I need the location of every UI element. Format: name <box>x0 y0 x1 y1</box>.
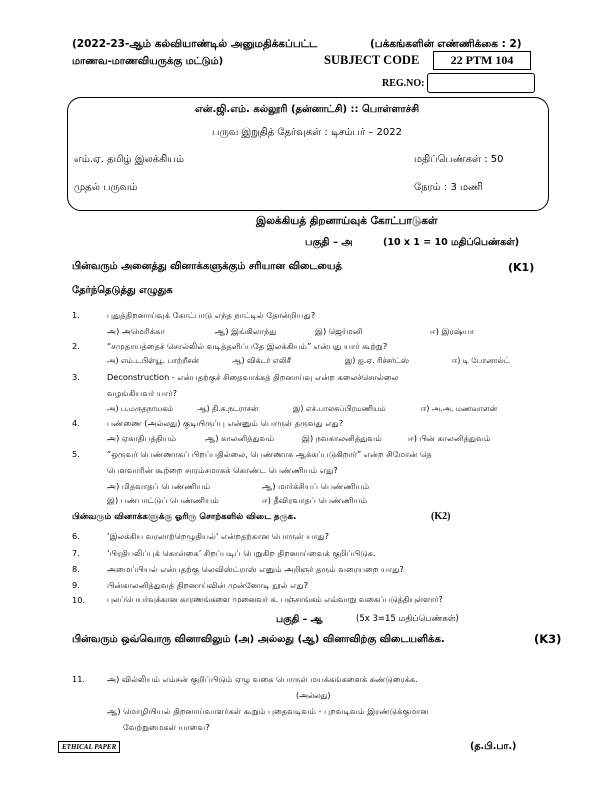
part-b-marks: (5x 3=15 மதிப்பெண்கள்) <box>356 614 459 624</box>
part-b-level: (K3) <box>534 632 562 646</box>
question-text: பின்காலனித்துவத் திறனாய்வின் முன்னோடி நூல் எது? <box>107 580 309 590</box>
question-number: 11. <box>72 674 86 684</box>
question-text: புலப்பெயர்வுக்கான காரணங்களை முனைவர் க. பஞ்சாங்கம் எவ்வாறு வகைப்படுத்தியுள்ளார்? <box>107 595 443 604</box>
reg-no-box[interactable] <box>427 73 535 93</box>
option-a: அ) ப.மருதநாயகம் <box>107 404 174 413</box>
college-name: என்.ஜி.எம். கல்லூரி (தன்னாட்சி) :: பொள்ளாச்சி <box>194 104 420 115</box>
question-number: 6. <box>72 531 80 541</box>
option-d: ஈ) டி போனால்ட் <box>452 356 510 365</box>
option-c: இ) ஜெர்மனி <box>315 326 363 336</box>
question-text: அமைப்பியல் என்பதற்கு லெவிஸ்ட்ராஸ் எனும் அறிஞர் தரும் வரையறை யாது? <box>107 564 404 574</box>
option-a: அ) மிதவாதப் பெண்ணியம் <box>107 481 211 491</box>
option-b: ஆ) காலனித்துவம் <box>205 433 275 443</box>
question-text: ‘பிரதிபலிப்புக் கொள்கை’ சிறப்படிப் பெறுகிற திறனாய்வைக் குறிப்பிடுக. <box>107 548 376 558</box>
question-text-cont: பௌவாரின் கூற்றை சாரம்சமாகக் கொண்ட பெண்ணியம் எது? <box>107 465 338 475</box>
option-a: அ) எம்.டபிள்யூ. பாற்றீசன் <box>107 356 199 365</box>
question-11b: ஆ) மொழியியல் திறனாய்வாளர்கள் கூறும் புதைவடிவம் - புறவடிவம் இரண்டுக்குமான <box>107 706 429 716</box>
option-c: இ) பண்பாட்டுப் பெண்ணியம் <box>107 495 219 505</box>
option-c: இ) நவகாலனித்துவம் <box>302 433 382 443</box>
please-turn-over: (த.பி.பா.) <box>470 741 517 752</box>
question-number: 9. <box>72 580 80 590</box>
option-c: இ) ஐ.ஏ. ரிச்சர்ட்ஸ் <box>345 356 410 365</box>
part-a-instruction-2: தேர்ந்தெடுத்து எழுதுக <box>72 285 173 296</box>
option-b: ஆ) மார்க்சியப் பெண்ணியம் <box>262 481 370 491</box>
question-text: பண்ணை (அல்லது) குடியிருப்பு என்னும் பொருள் தருவது எது? <box>107 418 344 428</box>
question-text: ‘இலக்கிய வரலாற்றெழுதியல்’ என்றதற்கான பொருள் யாது? <box>107 531 329 541</box>
ethical-paper-badge: ETHICAL PAPER <box>58 741 120 753</box>
option-c: இ) எச்.பாலசுப்பிரமணியம் <box>293 404 386 413</box>
reg-no-label: REG.NO: <box>382 78 425 89</box>
question-number: 7. <box>72 548 80 558</box>
question-11a: அ) வில்லியம் எம்சன் குறிப்பிடும் ஏழு வகை பொருள் மயக்கங்களைக் கண்டுரைக்க. <box>107 674 418 684</box>
question-text-cont: வழங்கியவர் யார்? <box>107 388 177 398</box>
option-d: ஈ) தீவிரவாதப் பெண்ணியம் <box>262 495 368 505</box>
question-number: 1. <box>72 310 80 320</box>
subject-code-box: 22 PTM 104 <box>433 51 531 70</box>
question-number: 5. <box>72 449 80 459</box>
option-b: ஆ) இங்கிலாந்து <box>215 326 277 336</box>
page-count: (பக்கங்களின் எண்ணிக்கை : 2) <box>370 38 522 50</box>
part-a-level: (K1) <box>508 261 535 274</box>
or-separator: (அல்லது) <box>296 691 331 700</box>
question-text: “ஒருவர் பெண்ணாகப் பிறப்பதில்லை, பெண்ணாக ஆக்கப்படுகிறார்” என்ற சிமோன் தெ <box>107 449 432 459</box>
option-d: ஈ) இரஷ்யா <box>430 326 475 336</box>
option-a: அ) ஏகாதிபத்தியம் <box>107 433 177 443</box>
short-answer-level: (K2) <box>431 511 451 522</box>
semester: முதல் பருவம் <box>74 182 138 193</box>
question-number: 8. <box>72 564 80 574</box>
question-text: Deconstruction - என்பதற்குச் சிதைவாக்கத் திறனாய்வு என்ற கலைச்சொல்லை <box>107 372 399 382</box>
question-number: 10. <box>72 595 86 605</box>
option-d: ஈ) அ.அ. மணவாளன் <box>421 404 498 413</box>
paper-title: இலக்கியத் திறனாய்வுக் கோட்பாடுகள் <box>256 215 438 227</box>
part-a-instruction-1: பின்வரும் அனைத்து வினாக்களுக்கும் சரியான விடையைத் <box>72 261 342 272</box>
question-11b-cont: வேற்றுமைகள் யாவை? <box>123 722 210 732</box>
option-b: ஆ) தி.சு.நடராசன் <box>197 404 259 413</box>
option-d: ஈ) பின் காலனித்துவம் <box>408 433 491 443</box>
part-b-label: பகுதி – ஆ <box>276 614 323 625</box>
students-line: மாணவ-மாணவியருக்கு மட்டும்) <box>72 56 224 67</box>
option-a: அ) அமெரிக்கா <box>107 326 165 336</box>
course-name: எம்.ஏ. தமிழ் இலக்கியம் <box>74 154 184 165</box>
question-number: 3. <box>72 372 80 382</box>
part-a-marks: (10 x 1 = 10 மதிப்பெண்கள்) <box>383 237 520 248</box>
max-marks: மதிப்பெண்கள் : 50 <box>414 154 504 165</box>
question-text: “சமுதாயத்தைச் சொல்லில் வடித்தளிப்பதே இலக்கியம்” என்பது யார் கூற்று? <box>107 341 388 351</box>
question-number: 4. <box>72 418 80 428</box>
exam-duration: நேரம் : 3 மணி <box>414 182 483 193</box>
exam-title: பருவ இறுதித் தேர்வுகள் : டிசம்பர் – 2022 <box>212 127 402 138</box>
option-b: ஆ) விக்டர் எலிசீ <box>232 356 291 365</box>
short-answer-instruction: பின்வரும் வினாக்களுக்கு ஓரிரு சொற்களில் விடை தருக. <box>72 512 297 522</box>
subject-code-label: SUBJECT CODE <box>324 53 420 67</box>
part-a-label: பகுதி – அ <box>305 237 353 248</box>
admission-year-line: (2022-23-ஆம் கல்வியாண்டில் அனுமதிக்கப்பட்ட <box>72 38 318 50</box>
question-number: 2. <box>72 341 80 351</box>
part-b-instruction: பின்வரும் ஒவ்வொரு வினாவிலும் (அ) அல்லது (ஆ) வினாவிற்கு விடையளிக்க. <box>72 634 445 645</box>
question-text: புதுத்திறனாய்வுக் கோட்பாடு எந்த நாட்டில் தோன்றியது? <box>107 310 316 320</box>
